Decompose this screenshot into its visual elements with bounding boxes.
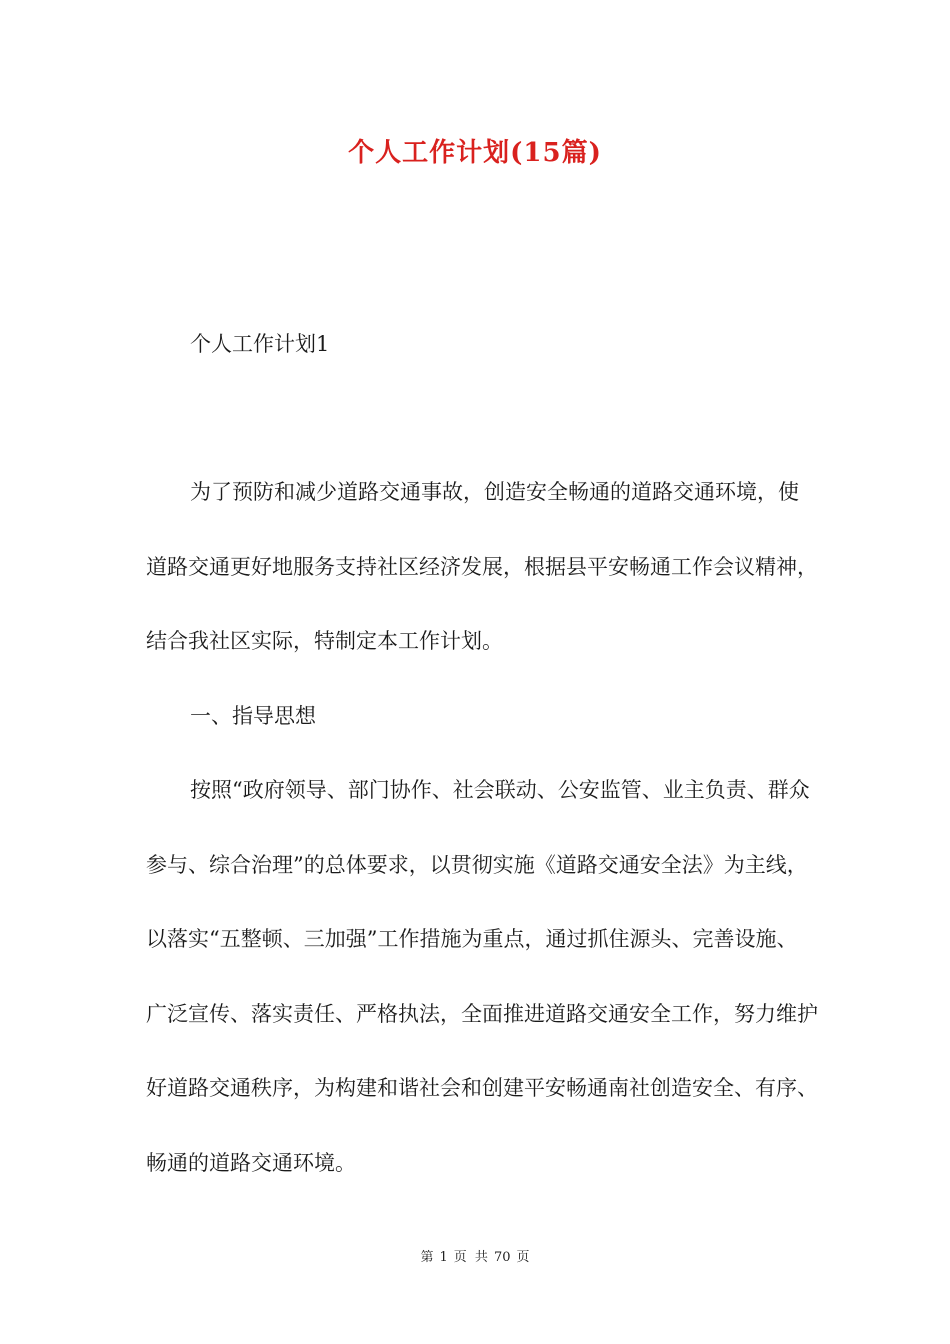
document-title: 个人工作计划(15篇) [348, 138, 602, 168]
footer-label-page: 第 [420, 1250, 434, 1265]
footer-label-of: 页 共 [453, 1250, 488, 1265]
body-text [146, 455, 818, 1200]
section-heading: 个人工作计划1 [190, 332, 330, 356]
footer-label-end: 页 [516, 1250, 530, 1265]
paragraph-guiding-ideology: 按照“政府领导、部门协作、社会联动、公安监管、业主负责、群众参与、综合治理”的总体要求，以贯彻实施《道路交通安全法》为主线，以落实“五整顿、三加强”工作措施为重点，通过抓住源头、完善设施、广泛宣传、落实责任、严格执法，全面推进道路交通安全工作，努力维护好道路交通秩序，为构建和谐社会和创建平安畅通南社创造安全、有序、畅通的道路交通环境。 [146, 778, 818, 1175]
page-footer [0, 1246, 950, 1265]
paragraph-intro: 为了预防和减少道路交通事故，创造安全畅通的道路交通环境，使道路交通更好地服务支持社区经济发展，根据县平安畅通工作会议精神，结合我社区实际，特制定本工作计划。 [146, 480, 818, 653]
footer-total-pages: 70 [493, 1250, 511, 1265]
footer-current-page: 1 [439, 1250, 448, 1265]
paragraph-heading-guiding-ideology: 一、指导思想 [190, 703, 316, 728]
